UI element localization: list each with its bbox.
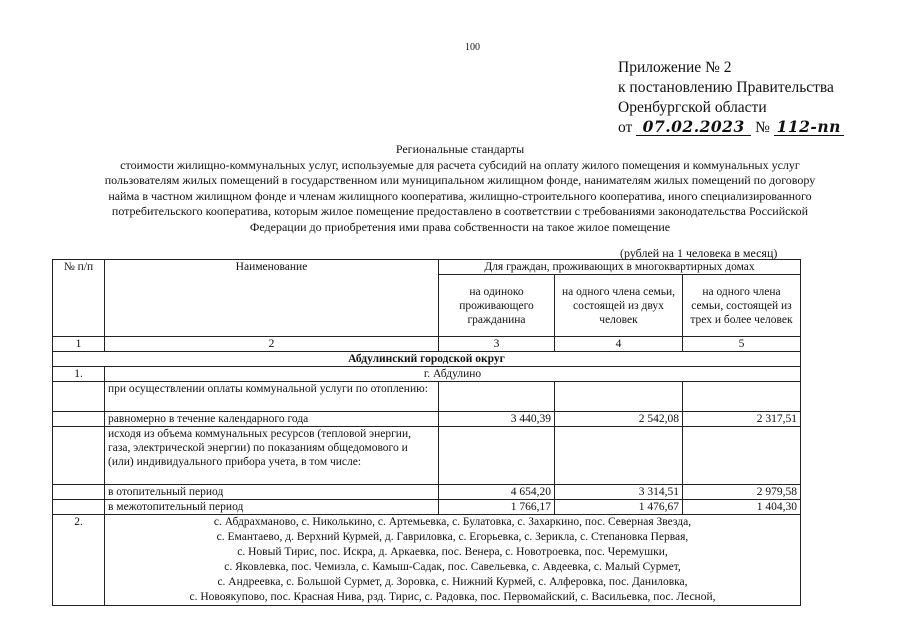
appendix-line-3: Оренбургской области: [618, 99, 767, 116]
header-col4: на одного члена семьи, состоящей из двух человек: [555, 275, 683, 337]
appendix-date-line: [618, 118, 844, 138]
header-col3: на одиноко проживающего гражданина: [439, 275, 555, 337]
appendix-line-2: к постановлению Правительства: [618, 79, 834, 96]
row-label-heating-period: в отопительный период: [105, 485, 439, 500]
header-num: № п/п: [53, 260, 105, 337]
col-number: 2: [105, 337, 439, 352]
document-title: [100, 142, 820, 235]
value-cell: 3 440,39: [439, 412, 555, 427]
col-number: 1: [53, 337, 105, 352]
value-cell: 1 766,17: [439, 500, 555, 515]
appendix-header: [618, 58, 844, 138]
number-label: №: [755, 119, 770, 136]
place-name: г. Абдулино: [105, 367, 801, 382]
value-cell: 3 314,51: [555, 485, 683, 500]
header-name: Наименование: [105, 260, 439, 337]
row-number: 1.: [53, 367, 105, 382]
settlements-line: с. Абдрахманово, с. Николькино, с. Артемьевка, с. Булатовка, с. Захаркино, пос. Северная Звезда,: [213, 516, 692, 528]
title-body: стоимости жилищно-коммунальных услуг, используемые для расчета субсидий на оплату жилого помещения и коммунальных услуг пользователям жилых помещений в государственном или муниципальном жилищном фонде, нанимателям жилых помещений по договору найма в частном жилищном фонде и членам жилищного кооператива, жилищно-строительного кооператива, иного специализированного потребительского кооператива, которым жилое помещение предоставлено в соответствии с требованиями законодательства Российской Федерации до приобретения ими права собственности на такое жилое помещение: [104, 157, 816, 234]
row-label-non-heating-period: в межотопительный период: [105, 500, 439, 515]
col-number: 5: [683, 337, 801, 352]
section-heading: Абдулинский городской округ: [53, 352, 801, 367]
title-heading: Региональные стандарты: [395, 142, 525, 156]
decree-date: 07.02.2023: [636, 119, 751, 136]
settlements-line: с. Новый Тирис, пос. Искра, д. Аркаевка, пос. Венера, с. Новотроевка, пос. Черемушки,: [237, 546, 668, 558]
settlements-list: [105, 515, 801, 606]
page-number: 100: [465, 42, 480, 53]
row-label-uniform: равномерно в течение календарного года: [105, 412, 439, 427]
unit-note: (рублей на 1 человека в месяц): [620, 246, 778, 260]
from-label: от: [618, 119, 633, 136]
value-cell: 1 404,30: [683, 500, 801, 515]
header-group: Для граждан, проживающих в многоквартирных домах: [439, 260, 801, 275]
settlements-line: с. Андреевка, с. Большой Сурмет, д. Зоровка, с. Нижний Курмей, с. Алферовка, пос. Даниловка,: [217, 576, 688, 588]
metered-note: исходя из объема коммунальных ресурсов (тепловой энергии, газа, электрической энергии) по показаниям общедомового и (или) индивидуального прибора учета, в том числе:: [105, 427, 439, 485]
standards-table: [52, 259, 801, 606]
value-cell: 2 542,08: [555, 412, 683, 427]
col-number: 3: [439, 337, 555, 352]
settlements-line: с. Емантаево, д. Верхний Курмей, д. Гавриловка, с. Егорьевка, с. Зерикла, с. Степановка Первая,: [216, 531, 689, 543]
value-cell: 1 476,67: [555, 500, 683, 515]
decree-number: 112-пп: [774, 119, 844, 136]
settlements-line: с. Яковлевка, пос. Чемизла, с. Камыш-Садак, пос. Савельевка, с. Авдеевка, с. Малый Сурмет,: [224, 561, 681, 573]
col-number: 4: [555, 337, 683, 352]
value-cell: 2 979,58: [683, 485, 801, 500]
value-cell: 4 654,20: [439, 485, 555, 500]
value-cell: 2 317,51: [683, 412, 801, 427]
row-number: 2.: [53, 515, 105, 606]
heating-note: при осуществлении оплаты коммунальной услуги по отоплению:: [105, 382, 439, 412]
header-col5: на одного члена семьи, состоящей из трех и более человек: [683, 275, 801, 337]
settlements-line: с. Новоякупово, пос. Красная Нива, рзд. Тирис, с. Радовка, пос. Первомайский, с. Васильевка, пос. Лесной,: [189, 591, 716, 603]
appendix-title: Приложение № 2: [618, 59, 732, 76]
